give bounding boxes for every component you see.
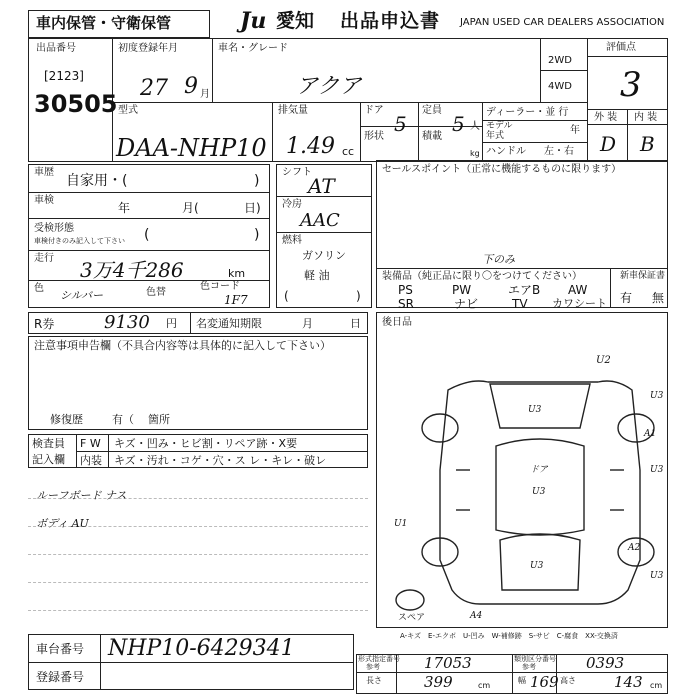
equipment-label: 装備品（純正品に限り〇をつけてください） bbox=[382, 271, 582, 282]
brand-name: 愛知 bbox=[276, 10, 315, 32]
repair-label: 修復歴 bbox=[50, 413, 83, 426]
name-change-label: 名変通知期限 bbox=[196, 317, 262, 330]
lot-number: 30505 bbox=[34, 90, 118, 118]
model-name: アクア bbox=[296, 74, 362, 99]
spare-label: スペア bbox=[398, 613, 426, 623]
width-label: 幅 bbox=[518, 676, 526, 685]
damage-mark: U3 bbox=[650, 571, 664, 581]
storage-cert-label: 新車保証書 bbox=[620, 271, 666, 281]
damage-mark: U3 bbox=[532, 487, 546, 497]
color-label: 色 bbox=[34, 283, 44, 294]
class-no: 0393 bbox=[586, 654, 625, 672]
ac-value: AAC bbox=[300, 210, 340, 231]
drive-4wd: 4WD bbox=[548, 81, 572, 92]
repair-suffix: 箇所 bbox=[148, 413, 170, 426]
repair-value: 有（ bbox=[112, 413, 134, 426]
plate-label: 登録番号 bbox=[36, 670, 85, 684]
height-label: 高さ bbox=[560, 676, 576, 685]
color-code-label: 色コード bbox=[200, 281, 240, 292]
reg-month: 9 bbox=[184, 74, 198, 99]
storage-cert-yes: 有 bbox=[620, 291, 633, 305]
damage-mark: U3 bbox=[650, 465, 664, 475]
damage-mark: U2 bbox=[596, 355, 611, 366]
equipment-note: 下のみ bbox=[482, 253, 515, 266]
length-value: 399 bbox=[424, 673, 453, 691]
equip-sr: SR bbox=[398, 297, 414, 311]
equip-tv: TV bbox=[512, 297, 528, 311]
model-year-suffix: 年 bbox=[570, 125, 580, 136]
equip-navi: ナビ bbox=[454, 297, 479, 311]
drive-2wd: 2WD bbox=[548, 55, 572, 66]
notes-label: 注意事項申告欄（不具合内容等は具体的に記入して下さい） bbox=[34, 339, 331, 352]
capacity-label: 定員 bbox=[422, 105, 442, 116]
equip-pw: PW bbox=[452, 283, 472, 297]
equip-ps: PS bbox=[398, 283, 413, 297]
type-no-label: 形式指定番号 bbox=[358, 655, 400, 663]
doors-value: 5 bbox=[394, 112, 407, 136]
grade-ext-label: 外 装 bbox=[594, 112, 618, 123]
inspection-month: 月( bbox=[182, 201, 199, 215]
history-value: 自家用・( bbox=[66, 173, 128, 189]
inspection-day: 日) bbox=[244, 201, 261, 215]
fuel-paren-close: ) bbox=[356, 289, 361, 303]
damage-mark: U3 bbox=[530, 561, 544, 571]
receipt-open: ( bbox=[144, 227, 150, 243]
assoc-name: JAPAN USED CAR DEALERS ASSOCIATION bbox=[460, 17, 665, 28]
damage-legend: A-キズ E-エクボ U-凹み W-補修跡 S-サビ C-腐食 XX-交換済 bbox=[400, 632, 618, 640]
lot-label: 出品番号 bbox=[36, 43, 76, 54]
load-label: 積載 bbox=[422, 131, 442, 142]
color-replace-label: 色替 bbox=[146, 287, 166, 298]
reg-month-unit: 月 bbox=[200, 89, 210, 100]
storage-cert-no: 無 bbox=[652, 291, 665, 305]
type-no-sub: 参考 bbox=[366, 663, 380, 671]
type-no: 17053 bbox=[424, 654, 472, 672]
length-label: 長さ bbox=[366, 676, 382, 685]
history-close: ) bbox=[254, 173, 260, 189]
name-change-day: 日 bbox=[350, 317, 361, 330]
mileage-unit: km bbox=[228, 267, 246, 280]
handle-label: ハンドル bbox=[486, 146, 526, 157]
grade-int: B bbox=[640, 132, 655, 156]
damage-mark: A4 bbox=[470, 611, 483, 621]
inspector-row1: キズ・凹み・ヒビ割・リペア跡・X要 bbox=[114, 437, 298, 450]
load-kg: kg bbox=[470, 149, 480, 158]
ac-label: 冷房 bbox=[282, 199, 302, 210]
dealer-label: ディーラー・並 行 bbox=[486, 107, 569, 118]
damage-mark: U3 bbox=[650, 391, 664, 401]
inspector-row1-head: F W bbox=[80, 437, 101, 450]
equip-seat: カワシート bbox=[552, 297, 607, 310]
displacement-unit: cc bbox=[342, 145, 355, 158]
shape-label: 形状 bbox=[364, 131, 384, 142]
height-value: 143 bbox=[614, 673, 643, 691]
width-value: 169 bbox=[530, 673, 559, 691]
length-unit: cm bbox=[478, 681, 491, 690]
type-label: 型式 bbox=[118, 105, 138, 116]
equip-airbag: エアB bbox=[508, 283, 541, 297]
model-year-label: モデル bbox=[486, 121, 513, 131]
displacement-value: 1.49 bbox=[286, 134, 335, 159]
receipt-note: 車検付きのみ記入して下さい bbox=[34, 237, 125, 245]
inspection-year: 年 bbox=[118, 201, 131, 215]
color-code: 1F7 bbox=[224, 293, 248, 307]
fuel-gas: ガソリン bbox=[302, 249, 346, 262]
recycle-unit: 円 bbox=[166, 317, 177, 330]
damage-mark: A2 bbox=[628, 543, 641, 553]
sales-points-label: セールスポイント（正常に機能するものに限ります） bbox=[382, 164, 622, 175]
capacity-value: 5 bbox=[452, 112, 465, 136]
shift-label: シフト bbox=[282, 167, 312, 178]
fuel-paren-open: ( bbox=[284, 289, 289, 303]
grade-score: 3 bbox=[620, 65, 642, 105]
year-label: 年式 bbox=[486, 131, 505, 141]
chassis-value: NHP10-6429341 bbox=[108, 636, 295, 661]
grade-label: 評価点 bbox=[606, 42, 636, 53]
lot-tag: [2123] bbox=[44, 69, 84, 83]
recycle-label: R券 bbox=[34, 317, 55, 331]
remark-1: ルーフボード ナス bbox=[36, 489, 127, 502]
brand-logo: Ju bbox=[240, 8, 267, 34]
handle-value: 左・右 bbox=[544, 146, 574, 157]
inspector-row2: キズ・汚れ・コゲ・穴・ス レ・キレ・破レ bbox=[114, 454, 327, 467]
mileage-value: 3万4千286 bbox=[80, 258, 184, 282]
damage-mark: U3 bbox=[528, 405, 542, 415]
damage-mark: A1 bbox=[644, 429, 657, 439]
shift-value: AT bbox=[308, 174, 335, 198]
inspector-label-1: 検査員 bbox=[32, 437, 65, 450]
class-label: 類別区分番号 bbox=[514, 655, 556, 663]
fuel-diesel: 軽 油 bbox=[304, 269, 330, 282]
receipt-label: 受検形態 bbox=[34, 223, 74, 234]
inspector-label-2: 記入欄 bbox=[32, 453, 65, 466]
mileage-label: 走行 bbox=[34, 253, 54, 264]
doors-label: ドア bbox=[364, 105, 384, 116]
displacement-label: 排気量 bbox=[278, 105, 308, 116]
chassis-label: 車台番号 bbox=[36, 642, 85, 656]
reg-year: 27 bbox=[140, 76, 168, 101]
receipt-close: ) bbox=[254, 227, 260, 243]
storage-label: 車内保管・守衛保管 bbox=[36, 14, 172, 32]
history-label: 車歴 bbox=[34, 167, 54, 178]
model-label: 車名・グレード bbox=[218, 43, 288, 54]
inspector-row2-head: 内装 bbox=[80, 454, 102, 467]
seller-label: 後日品 bbox=[382, 317, 412, 328]
grade-int-label: 内 装 bbox=[634, 112, 658, 123]
height-unit: cm bbox=[650, 681, 663, 690]
reg-label: 初度登録年月 bbox=[118, 43, 178, 54]
doc-title: 出品申込書 bbox=[340, 10, 441, 32]
remark-2: ボディ AU bbox=[36, 517, 89, 530]
fuel-label: 燃料 bbox=[282, 235, 302, 246]
color-value: シルバー bbox=[60, 289, 103, 302]
damage-mark: ドア bbox=[530, 465, 548, 475]
equip-aw: AW bbox=[568, 283, 588, 297]
grade-ext: D bbox=[600, 132, 617, 156]
class-sub: 参考 bbox=[522, 663, 536, 671]
name-change-month: 月 bbox=[302, 317, 313, 330]
recycle-value: 9130 bbox=[104, 312, 150, 333]
type-code: DAA-NHP10 bbox=[116, 134, 267, 162]
damage-mark: U1 bbox=[394, 519, 408, 529]
inspection-label: 車検 bbox=[34, 195, 54, 206]
capacity-unit: 人 bbox=[470, 121, 480, 132]
